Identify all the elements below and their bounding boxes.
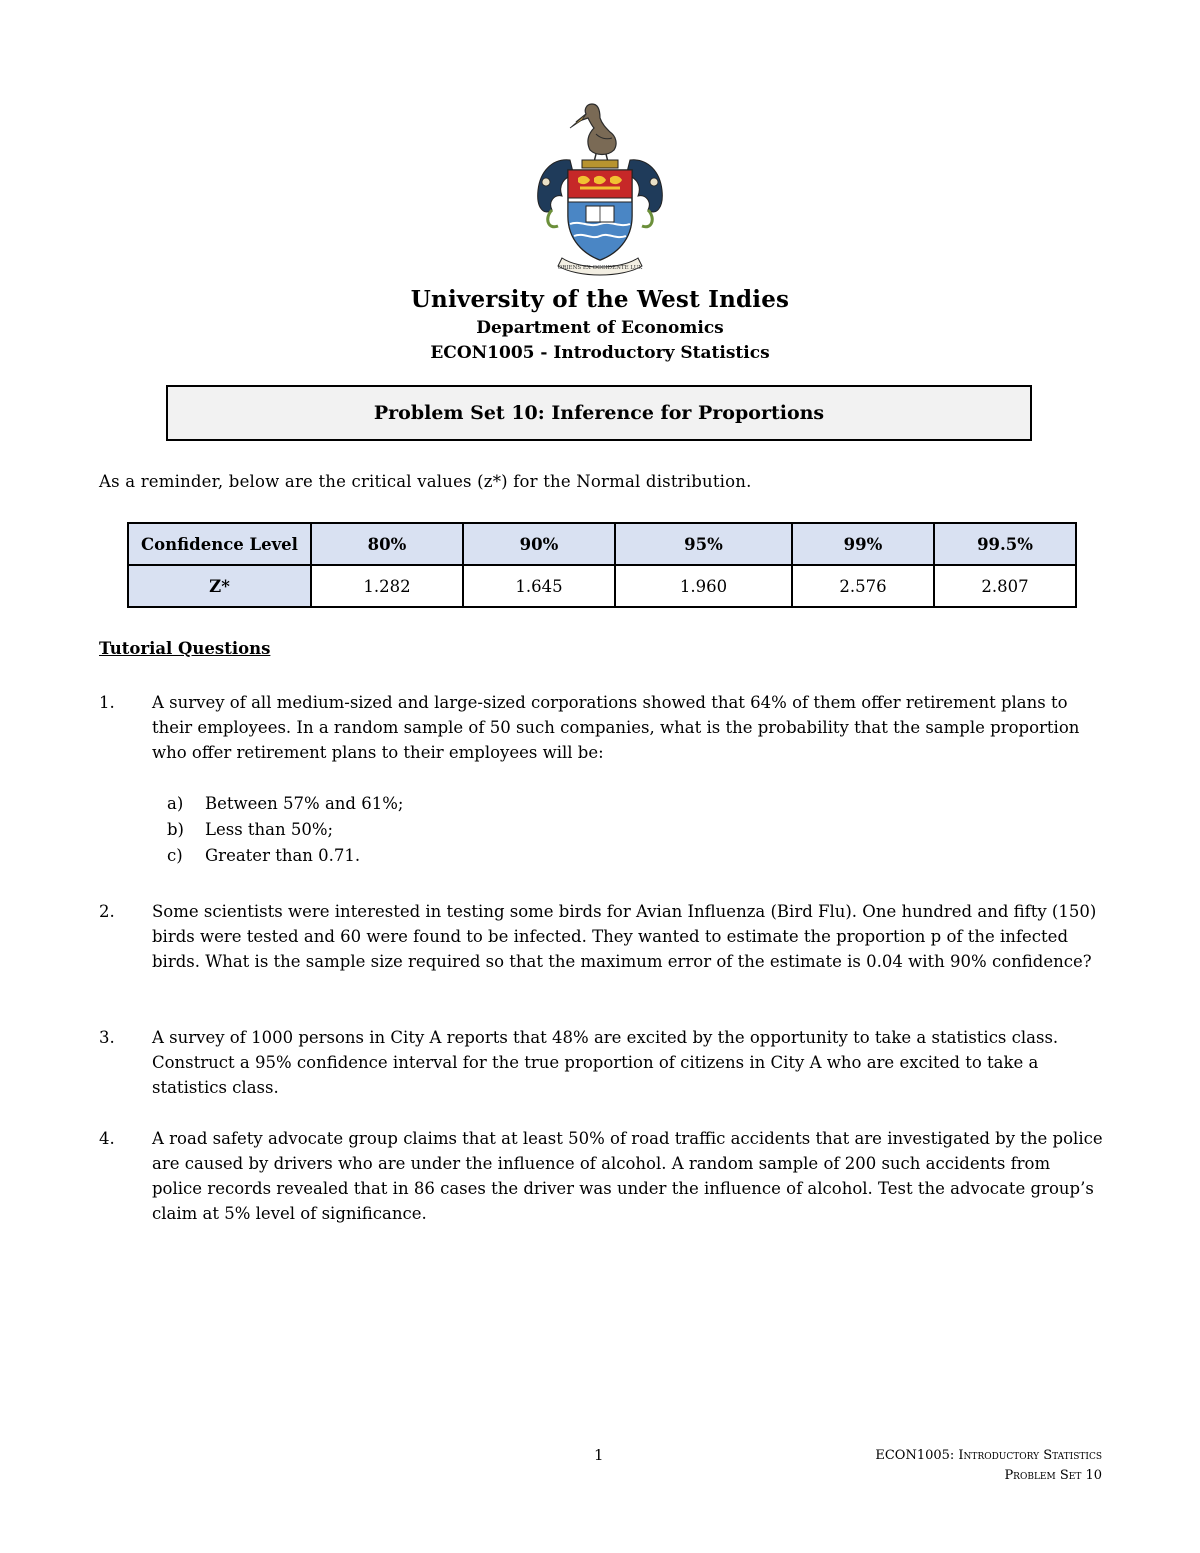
part-text: Between 57% and 61%; xyxy=(205,794,404,813)
footer-set-line: Problem Set 10 xyxy=(1004,1468,1102,1483)
section-title: Tutorial Questions xyxy=(99,639,271,658)
part-text: Greater than 0.71. xyxy=(205,846,361,865)
shield-icon xyxy=(568,170,632,260)
question-4 xyxy=(99,1126,1103,1226)
table-header-row xyxy=(128,523,1076,565)
course-name: ECON1005 - Introductory Statistics xyxy=(430,343,770,363)
level-cell: 90% xyxy=(463,523,615,565)
question-text: A survey of all medium-sized and large-sized corporations showed that 64% of them offer retirement plans to their employees. In a random sample of 50 such companies, what is the probability that the sample proportion who offer retirement plans to their employees will be: xyxy=(152,693,1080,762)
department-name: Department of Economics xyxy=(476,318,724,338)
footer-course-line: ECON1005: Introductory Statistics xyxy=(875,1448,1102,1463)
question-text: Some scientists were interested in testing some birds for Avian Influenza (Bird Flu). One hundred and fifty (150) birds were tested and 60 were found to be infected. They wanted to estimate the proportion p of the infected birds. What is the sample size required so that the maximum error of the estimate is 0.04 with 90% confidence? xyxy=(152,902,1097,971)
university-title: University of the West Indies xyxy=(410,286,790,313)
question-number: 2. xyxy=(99,902,115,921)
question-number: 1. xyxy=(99,693,115,712)
question-text: A survey of 1000 persons in City A reports that 48% are excited by the opportunity to take a statistics class. Construct a 95% confidence interval for the true proportion of citizens in City A who are excited to take a statistics class. xyxy=(152,1028,1059,1097)
question-1-part-a xyxy=(167,791,403,817)
level-cell: 80% xyxy=(311,523,463,565)
question-number: 3. xyxy=(99,1028,115,1047)
z-value-cell: 1.282 xyxy=(311,565,463,607)
z-value-cell: 1.960 xyxy=(615,565,792,607)
critical-values-table xyxy=(127,522,1077,608)
z-value-cell: 1.645 xyxy=(463,565,615,607)
table-row xyxy=(128,565,1076,607)
question-3 xyxy=(99,1025,1103,1100)
part-label: c) xyxy=(167,846,183,865)
footer-course-info xyxy=(875,1446,1102,1486)
question-1 xyxy=(99,690,1103,765)
confidence-level-label: Confidence Level xyxy=(128,523,311,565)
page-number: 1 xyxy=(594,1446,604,1464)
question-number: 4. xyxy=(99,1129,115,1148)
z-value-cell: 2.807 xyxy=(934,565,1076,607)
z-star-label: Z* xyxy=(128,565,311,607)
problem-set-title: Problem Set 10: Inference for Proportions xyxy=(373,402,825,424)
z-value-cell: 2.576 xyxy=(792,565,934,607)
part-text: Less than 50%; xyxy=(205,820,334,839)
part-label: a) xyxy=(167,794,184,813)
question-1-part-c xyxy=(167,843,360,869)
pelican-icon xyxy=(570,104,616,162)
motto-text: ORIENS EX OCCIDENTE LUX xyxy=(557,265,643,271)
level-cell: 99.5% xyxy=(934,523,1076,565)
question-2 xyxy=(99,899,1103,974)
question-text: A road safety advocate group claims that at least 50% of road traffic accidents that are investigated by the police are caused by drivers who are under the influence of alcohol. A random sample of 200 such accidents from police records revealed that in 86 cases the driver was under the influence of alcohol. Test the advocate group’s claim at 5% level of significance. xyxy=(152,1129,1103,1223)
part-label: b) xyxy=(167,820,184,839)
university-crest-logo xyxy=(530,98,670,278)
problem-set-title-box xyxy=(166,385,1032,441)
level-cell: 99% xyxy=(792,523,934,565)
question-1-part-b xyxy=(167,817,333,843)
reminder-text: As a reminder, below are the critical values (z*) for the Normal distribution. xyxy=(99,472,752,491)
level-cell: 95% xyxy=(615,523,792,565)
